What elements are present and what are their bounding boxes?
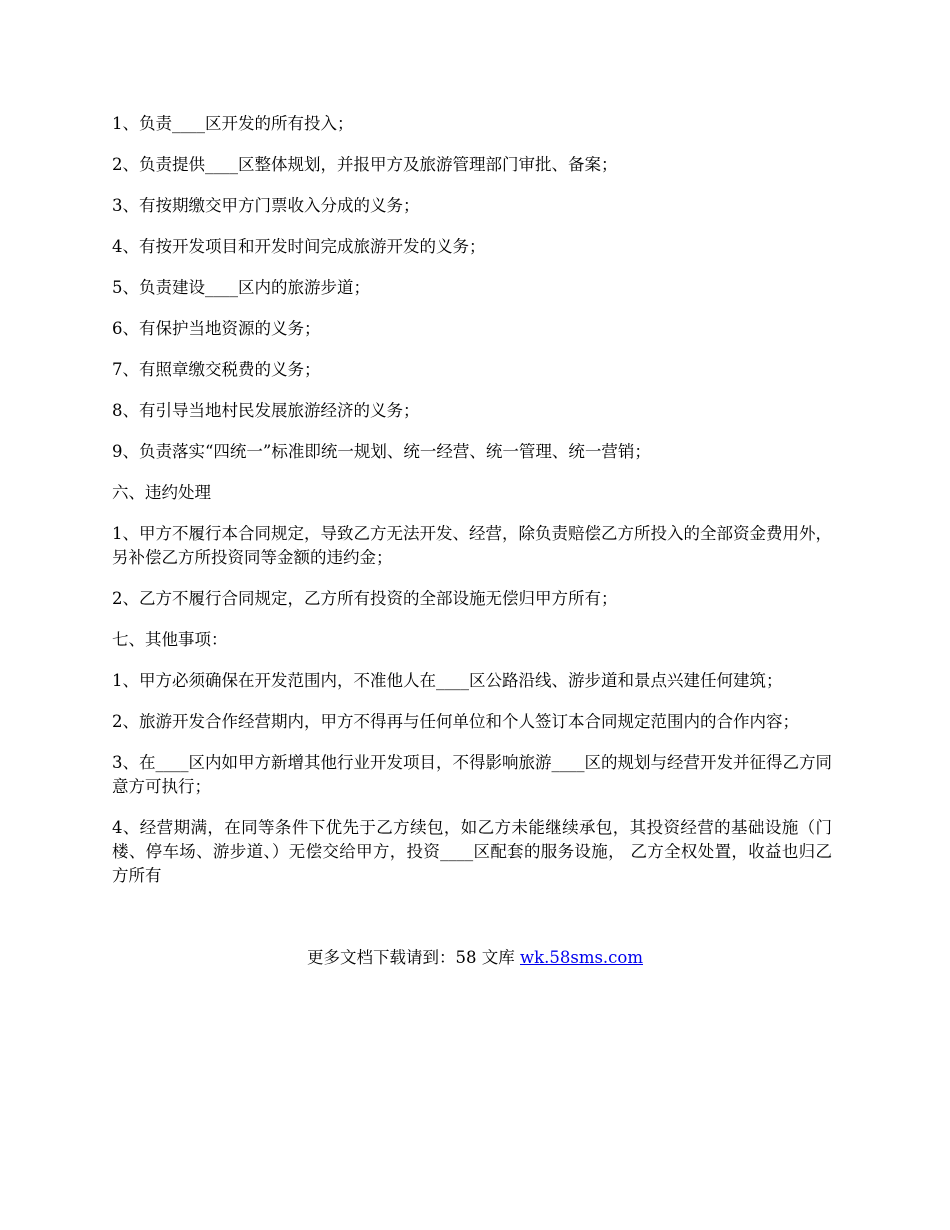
footer — [0, 946, 950, 970]
paragraph-other-4: 4、经营期满，在同等条件下优先于乙方续包，如乙方未能继续承包，其投资经营的基础设施（门楼、停车场、游步道、）无偿交给甲方，投资____区配套的服务设施， 乙方全权处置，收益也归乙方所有 — [112, 818, 832, 885]
paragraph-other-1: 1、甲方必须确保在开发范围内，不准他人在____区公路沿线、游步道和景点兴建任何建筑； — [112, 671, 783, 690]
paragraph-breach-1: 1、甲方不履行本合同规定，导致乙方无法开发、经营，除负责赔偿乙方所投入的全部资金费用外，另补偿乙方所投资同等金额的违约金； — [112, 524, 832, 567]
section-heading-other: 七、其他事项： — [112, 630, 228, 649]
footer-link[interactable]: wk.58sms.com — [519, 948, 643, 967]
paragraph-1: 1、负责____区开发的所有投入； — [112, 114, 354, 133]
paragraph-other-3: 3、在____区内如甲方新增其他行业开发项目，不得影响旅游____区的规划与经营开发并征得乙方同意方可执行； — [112, 753, 832, 796]
footer-text: 更多文档下载请到：58 文库 — [306, 948, 520, 967]
paragraph-8: 8、有引导当地村民发展旅游经济的义务； — [112, 401, 420, 420]
paragraph-5: 5、负责建设____区内的旅游步道； — [112, 278, 370, 297]
paragraph-2: 2、负责提供____区整体规划，并报甲方及旅游管理部门审批、备案； — [112, 155, 618, 174]
paragraph-3: 3、有按期缴交甲方门票收入分成的义务； — [112, 196, 420, 215]
section-heading-breach: 六、违约处理 — [112, 483, 211, 502]
paragraph-7: 7、有照章缴交税费的义务； — [112, 360, 321, 379]
paragraph-breach-2: 2、乙方不履行合同规定，乙方所有投资的全部设施无偿归甲方所有； — [112, 589, 618, 608]
paragraph-other-2: 2、旅游开发合作经营期内，甲方不得再与任何单位和个人签订本合同规定范围内的合作内容； — [112, 712, 799, 731]
paragraph-6: 6、有保护当地资源的义务； — [112, 319, 321, 338]
document-body — [112, 112, 832, 905]
paragraph-4: 4、有按开发项目和开发时间完成旅游开发的义务； — [112, 237, 486, 256]
paragraph-9: 9、负责落实“四统一”标准即统一规划、统一经营、统一管理、统一营销； — [112, 442, 651, 461]
